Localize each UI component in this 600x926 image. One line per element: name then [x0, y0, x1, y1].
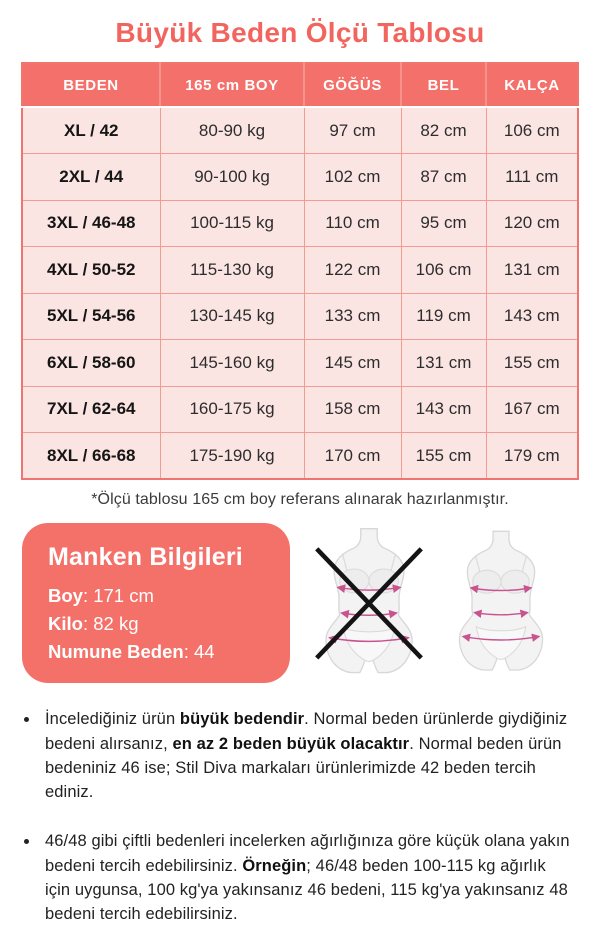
- size-cell: 7XL / 62-64: [22, 386, 160, 433]
- table-row: [22, 107, 578, 154]
- table-row: [22, 433, 578, 480]
- model-info-section: [22, 523, 578, 683]
- model-info-title: Manken Bilgileri: [48, 543, 243, 571]
- measurement-cell: 175-190 kg: [160, 433, 304, 480]
- table-row: [22, 200, 578, 247]
- measurement-cell: 102 cm: [304, 154, 401, 201]
- measurement-cell: 106 cm: [486, 107, 578, 154]
- measurement-cell: 130-145 kg: [160, 293, 304, 340]
- measurement-cell: 115-130 kg: [160, 247, 304, 294]
- measurement-cell: 80-90 kg: [160, 107, 304, 154]
- measurement-cell: 131 cm: [486, 247, 578, 294]
- header-row: [22, 63, 578, 107]
- table-row: [22, 386, 578, 433]
- header-gogus: GÖĞÜS: [304, 63, 401, 107]
- measurement-cell: 82 cm: [401, 107, 486, 154]
- info-bullet: • İncelediğiniz ürün büyük bedendir. Normal beden ürünlerde giydiğiniz bedeni alırsanız, en az 2 beden büyük olacaktır. Normal beden ürün bedeniniz 46 ise; Stil Diva markaları ürünlerimizde 42 beden tercih ediniz.: [40, 707, 572, 804]
- measurement-cell: 143 cm: [486, 293, 578, 340]
- table-row: [22, 340, 578, 387]
- table-row: [22, 247, 578, 294]
- measurement-figures: [290, 523, 578, 683]
- table-footnote: *Ölçü tablosu 165 cm boy referans alınarak hazırlanmıştır.: [91, 491, 509, 508]
- size-cell: 4XL / 50-52: [22, 247, 160, 294]
- table-row: [22, 154, 578, 201]
- model-info-row: Boy: 171 cm: [48, 585, 154, 606]
- header-boy: 165 cm BOY: [160, 63, 304, 107]
- size-cell: 3XL / 46-48: [22, 200, 160, 247]
- measurement-cell: 145 cm: [304, 340, 401, 387]
- header-beden: BEDEN: [22, 63, 160, 107]
- size-cell: 5XL / 54-56: [22, 293, 160, 340]
- measurement-cell: 110 cm: [304, 200, 401, 247]
- crossed-out-body-measurement-figure-icon: [314, 528, 424, 681]
- size-cell: XL / 42: [22, 107, 160, 154]
- info-bullet: • 46/48 gibi çiftli bedenleri incelerken ağırlığınıza göre küçük olana yakın bedeni tercih edebilirsiniz. Örneğin; 46/48 beden 100-115 kg ağırlık için uygunsa, 100 kg'ya yakınsanız 46 bedeni, 115 kg'ya yakınsanız 48 bedeni tercih edebilirsiniz.: [40, 829, 572, 926]
- measurement-cell: 170 cm: [304, 433, 401, 480]
- table-row: [22, 293, 578, 340]
- measurement-cell: 97 cm: [304, 107, 401, 154]
- measurement-cell: 160-175 kg: [160, 386, 304, 433]
- size-cell: 8XL / 66-68: [22, 433, 160, 480]
- measurement-cell: 179 cm: [486, 433, 578, 480]
- measurement-cell: 155 cm: [401, 433, 486, 480]
- measurement-cell: 131 cm: [401, 340, 486, 387]
- size-table-header: [22, 63, 578, 107]
- model-info-rows: [48, 582, 266, 665]
- model-info-card: [22, 523, 290, 683]
- model-info-row: Kilo: 82 kg: [48, 612, 139, 634]
- body-measurement-figure-icon: [448, 527, 554, 682]
- measurement-cell: 95 cm: [401, 200, 486, 247]
- model-info-row: Numune Beden: 44: [48, 640, 215, 662]
- measurement-cell: 111 cm: [486, 154, 578, 201]
- measurement-cell: 122 cm: [304, 247, 401, 294]
- measurement-cell: 133 cm: [304, 293, 401, 340]
- measurement-cell: 120 cm: [486, 200, 578, 247]
- size-table: [21, 62, 579, 480]
- header-bel: BEL: [401, 63, 486, 107]
- measurement-cell: 87 cm: [401, 154, 486, 201]
- page-title: Büyük Beden Ölçü Tablosu: [115, 17, 485, 48]
- size-cell: 6XL / 58-60: [22, 340, 160, 387]
- measurement-cell: 145-160 kg: [160, 340, 304, 387]
- measurement-cell: 155 cm: [486, 340, 578, 387]
- size-table-body: [22, 107, 578, 479]
- measurement-cell: 167 cm: [486, 386, 578, 433]
- measurement-cell: 143 cm: [401, 386, 486, 433]
- size-cell: 2XL / 44: [22, 154, 160, 201]
- measurement-cell: 158 cm: [304, 386, 401, 433]
- measurement-cell: 106 cm: [401, 247, 486, 294]
- measurement-cell: 90-100 kg: [160, 154, 304, 201]
- info-bullet-list: [24, 707, 572, 926]
- measurement-cell: 119 cm: [401, 293, 486, 340]
- measurement-cell: 100-115 kg: [160, 200, 304, 247]
- header-kalca: KALÇA: [486, 63, 578, 107]
